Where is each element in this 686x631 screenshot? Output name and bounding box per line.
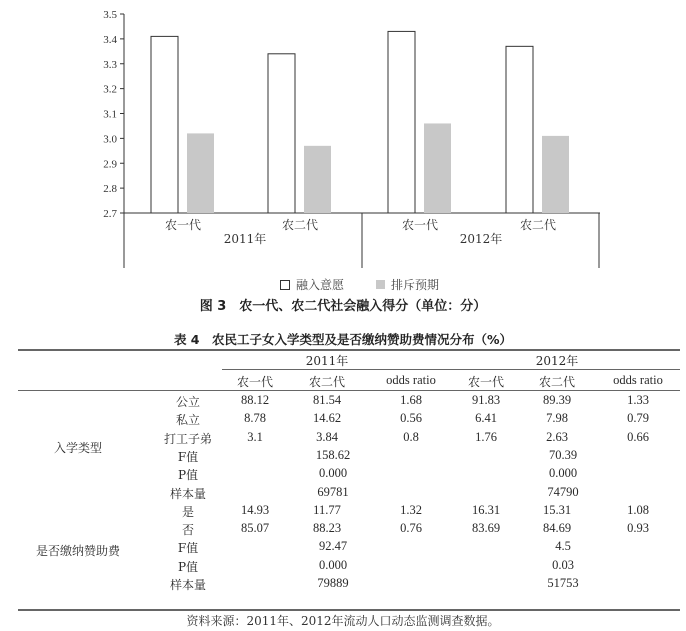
merged-cell-2012: 74790: [547, 484, 579, 499]
table-cell: 1.68: [400, 393, 422, 407]
y-tick-label: 2.9: [103, 158, 117, 171]
table-cell: 16.31: [471, 502, 501, 517]
table-cell: 8.78: [244, 411, 266, 426]
category-labels: [165, 218, 556, 246]
table-source-note: 资料来源：2011年、2012年流动人口动态监测调查数据。: [186, 614, 500, 628]
y-tick-label: 2.8: [103, 183, 117, 196]
column-header: odds ratio: [386, 373, 436, 387]
table-cell: 81.54: [312, 393, 342, 407]
legend-label-integration-willingness: 融入意愿: [296, 278, 345, 292]
table-cell: 88.12: [240, 393, 270, 407]
merged-cell-2012: 0.03: [552, 557, 574, 572]
table-cell: 0.56: [400, 411, 422, 426]
table-cell: 88.23: [312, 521, 342, 536]
table-cell: 89.39: [542, 393, 572, 407]
y-axis-ticks: [103, 9, 124, 220]
row-label: 否: [181, 523, 195, 538]
group-label: 2011年: [223, 232, 267, 246]
table-cell: 14.93: [240, 502, 270, 517]
table-cell: 6.41: [475, 411, 497, 426]
chart-legend: [280, 276, 439, 293]
row-label: P值: [177, 559, 199, 574]
y-tick-label: 3.1: [103, 108, 117, 121]
bars: [151, 31, 569, 213]
table-cell: 15.31: [542, 502, 572, 517]
merged-cell-2012: 70.39: [548, 447, 578, 462]
year-header-2012: 2012年: [535, 354, 579, 368]
year-header-rule: [222, 369, 680, 370]
y-tick-label: 2.7: [103, 208, 117, 220]
merged-cell-2011: 158.62: [315, 447, 351, 462]
bar-integration-willingness: [506, 46, 533, 213]
row-label: 私立: [175, 413, 201, 428]
table-cell: 1.76: [475, 429, 497, 444]
row-group-label: 入学类型: [53, 440, 103, 455]
bar-exclusion-expectation: [424, 123, 451, 213]
merged-cell-2012: 51753: [547, 576, 579, 590]
bar-exclusion-expectation: [187, 133, 214, 213]
y-tick-label: 3.4: [103, 33, 117, 46]
table-cell: 11.77: [313, 502, 341, 517]
row-label: F值: [177, 541, 199, 556]
category-label: 农一代: [401, 218, 439, 232]
row-label: 样本量: [169, 578, 207, 592]
category-label: 农二代: [519, 218, 557, 232]
table-cell: 0.79: [627, 411, 649, 426]
table-cell: 91.83: [471, 393, 501, 407]
table-cell: 0.76: [400, 521, 422, 536]
table-top-rule: [18, 349, 680, 351]
figure-caption: 图 3 农一代、农二代社会融入得分（单位：分）: [199, 299, 487, 314]
merged-cell-2012: 0.000: [548, 466, 578, 481]
table-cell: 1.08: [627, 502, 649, 517]
row-label: P值: [177, 468, 199, 483]
row-label: 公立: [175, 395, 201, 409]
merged-cell-2011: 0.000: [318, 557, 348, 572]
column-header: 农一代: [467, 375, 505, 389]
column-header: 农二代: [538, 375, 576, 389]
white-square-icon: [280, 280, 290, 290]
year-header-2011: 2011年: [305, 354, 349, 368]
legend-label-exclusion-expectation: 排斥预期: [391, 278, 440, 292]
group-label: 2012年: [459, 232, 503, 246]
bar-integration-willingness: [388, 31, 415, 213]
table-cell: 83.69: [471, 521, 501, 536]
table-bottom-rule: [18, 609, 680, 611]
header-bottom-rule: [18, 390, 680, 391]
row-label: 打工子弟: [163, 431, 213, 446]
bar-exclusion-expectation: [304, 146, 331, 213]
merged-cell-2012: 4.5: [555, 539, 571, 554]
table-cell: 0.66: [627, 429, 649, 444]
merged-cell-2011: 92.47: [318, 539, 348, 554]
category-label: 农二代: [281, 218, 319, 232]
table-cell: 3.84: [316, 429, 338, 444]
table-cell: 0.93: [627, 521, 649, 536]
table-cell: 2.63: [546, 429, 568, 444]
merged-cell-2011: 0.000: [318, 466, 348, 481]
column-header: 农二代: [308, 375, 346, 389]
table-cell: 14.62: [312, 411, 342, 426]
category-label: 农一代: [164, 218, 202, 232]
row-label: 是: [181, 504, 195, 519]
table-cell: 1.33: [627, 393, 649, 407]
table-cell: 1.32: [400, 502, 422, 517]
column-header: 农一代: [236, 375, 274, 389]
merged-cell-2011: 69781: [317, 484, 349, 499]
merged-cell-2011: 79889: [317, 576, 349, 590]
table-cell: 84.69: [542, 521, 572, 536]
gray-square-icon: [376, 280, 385, 289]
table-cell: 85.07: [240, 521, 270, 536]
bar-chart: [0, 0, 686, 280]
y-tick-label: 3.0: [103, 133, 117, 146]
table-cell: 3.1: [247, 429, 263, 444]
row-label: F值: [177, 449, 199, 464]
table-caption: 表 4 农民工子女入学类型及是否缴纳赞助费情况分布（%）: [173, 332, 513, 347]
bar-integration-willingness: [151, 36, 178, 213]
column-header: odds ratio: [613, 373, 663, 387]
y-tick-label: 3.5: [103, 9, 117, 21]
y-tick-label: 3.3: [103, 58, 117, 71]
table-cell: 0.8: [403, 429, 419, 444]
row-label: 样本量: [169, 486, 207, 501]
y-tick-label: 3.2: [103, 83, 117, 96]
row-group-label: 是否缴纳赞助费: [35, 543, 121, 558]
bar-exclusion-expectation: [542, 136, 569, 213]
table-cell: 7.98: [546, 411, 568, 426]
bar-integration-willingness: [268, 54, 295, 213]
